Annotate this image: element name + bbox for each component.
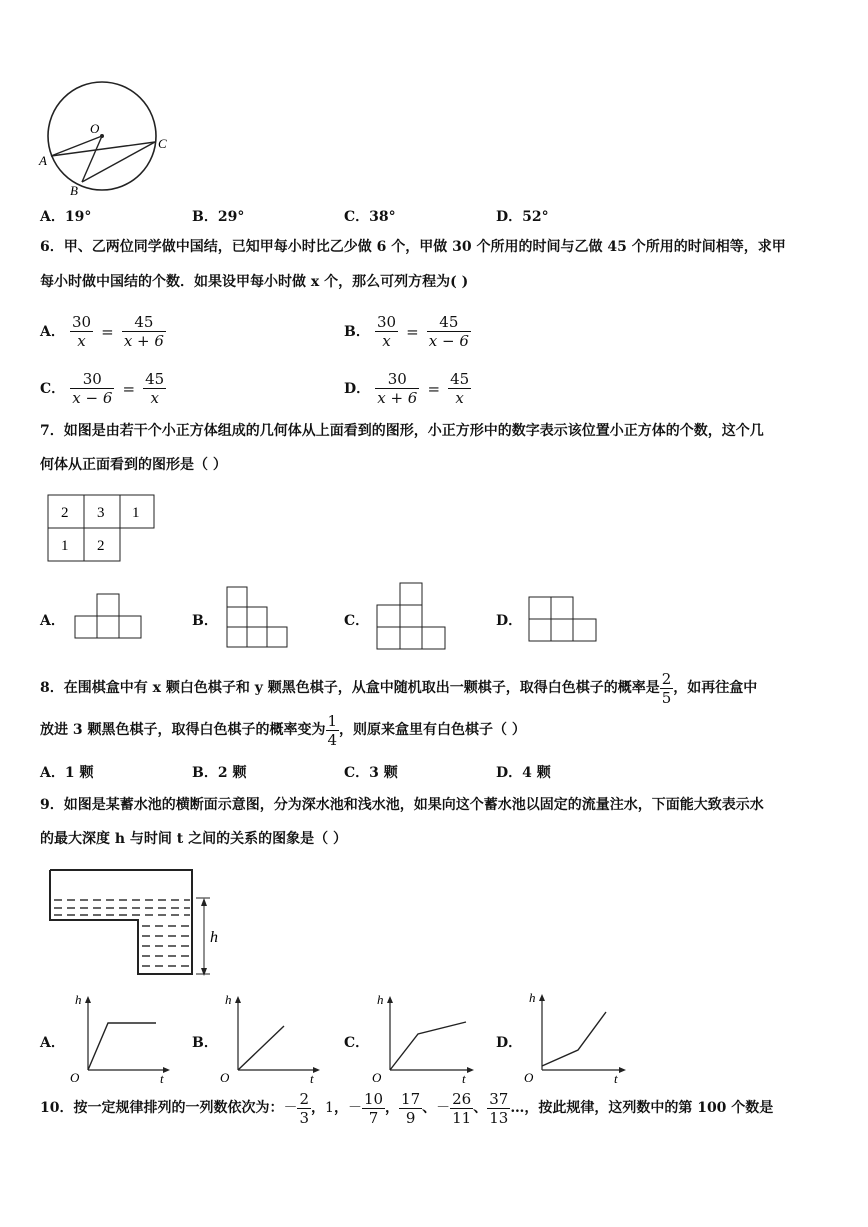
q5-option-d: D．52°: [496, 209, 549, 225]
q10-term-3: $\frac{10}{7}$: [363, 1089, 384, 1127]
q6-option-c-label: C．: [40, 381, 66, 397]
pool-outline: [50, 870, 192, 974]
grid-number: 1: [132, 505, 140, 521]
q7-option-c-figure: [376, 582, 448, 652]
q9-option-b-label: B．: [192, 1035, 218, 1051]
q10-term-6: $\frac{37}{13}$: [489, 1089, 509, 1127]
q6-a-equals: =: [101, 322, 114, 341]
q6-option-c: [40, 370, 166, 407]
label-a: A: [39, 153, 47, 168]
q6-c-left-num: 30: [70, 370, 114, 389]
q8-option-c: C．3 颗: [344, 765, 398, 781]
q8-text-2b: ，则原来盒里有白色棋子（ ）: [339, 722, 526, 738]
label-b: B: [70, 183, 78, 198]
q6-b-right-den: x − 6: [428, 332, 469, 350]
q10-term-1: $\frac{2}{3}$: [299, 1089, 310, 1127]
q6-c-right-den: x: [150, 389, 159, 407]
q6-option-a: [40, 313, 166, 350]
center-dot: [100, 134, 104, 138]
q10-line: 10．按一定规律排列的一列数依次为： － $\frac{2}{3}$ ， 1 ， － $\frac{10}{7}$ ， $\frac{17}{9}$ 、 － $\frac{26}{11}$ 、 $\frac{37}{13}$ …，按此规律，这列数中的第 100 个数是: [40, 1089, 774, 1127]
q6-text-line2: 每小时做中国结的个数．如果设甲每小时做 x 个，那么可列方程为( ): [40, 274, 469, 290]
q6-a-right-den: x + 6: [123, 332, 164, 350]
q7-text-line2: 何体从正面看到的图形是（ ）: [40, 457, 227, 473]
q6-a-left-num: 30: [71, 313, 92, 331]
q6-option-d: [344, 370, 471, 407]
q9-graph-a: [64, 990, 174, 1084]
q8-text-1a: 8．在围棋盒中有 x 颗白色棋子和 y 颗黑色棋子，从盒中随机取出一颗棋子，取得白色棋子的概率是: [40, 680, 660, 696]
svg-text:h: h: [529, 990, 536, 1005]
q6-d-left-den: x + 6: [377, 389, 418, 407]
depth-arrow-down: [201, 968, 207, 976]
grid-number: 2: [61, 505, 69, 521]
q7-option-c-label: C．: [344, 613, 370, 629]
grid-number: 3: [97, 505, 105, 521]
q8-text-2a: 放进 3 颗黑色棋子，取得白色棋子的概率变为: [40, 722, 326, 738]
q8-option-d: D．4 颗: [496, 765, 551, 781]
svg-text:O: O: [524, 1070, 534, 1084]
q8-option-a: A．1 颗: [40, 765, 94, 781]
q8-fraction-2-5: $\frac{2}{5}$: [661, 669, 672, 707]
svg-text:h: h: [225, 992, 232, 1007]
svg-text:t: t: [614, 1071, 618, 1084]
q9-graph-d: [518, 988, 634, 1084]
q6-text-line1: 6．甲、乙两位同学做中国结，已知甲每小时比乙少做 6 个，甲做 30 个所用的时间与乙做 45 个所用的时间相等，求甲: [40, 239, 786, 255]
q9-graph-c: [366, 990, 482, 1084]
svg-text:O: O: [372, 1070, 382, 1084]
q8-option-b: B．2 颗: [192, 765, 247, 781]
svg-text:O: O: [70, 1070, 80, 1084]
q7-option-d-figure: [528, 596, 600, 644]
q6-option-d-label: D．: [344, 381, 371, 397]
q6-b-left-num: 30: [376, 313, 397, 331]
q8-line1: [40, 666, 757, 710]
q6-a-left-den: x: [77, 332, 86, 350]
q9-option-d-label: D．: [496, 1035, 523, 1051]
q8-line2: [40, 708, 526, 752]
q6-d-equals: =: [427, 379, 441, 398]
q6-b-right-num: 45: [427, 313, 471, 332]
q6-c-equals: =: [122, 379, 136, 398]
label-c: C: [158, 136, 167, 151]
q10-lead: 10．按一定规律排列的一列数依次为：: [40, 1100, 284, 1116]
graph-d-curve: [542, 1012, 606, 1066]
q6-d-right-den: x: [455, 389, 464, 407]
svg-text:h: h: [377, 992, 384, 1007]
q5-option-a: A．19°: [40, 209, 92, 225]
q10-term-4: $\frac{17}{9}$: [401, 1089, 421, 1127]
q9-text-line2: 的最大深度 h 与时间 t 之间的关系的图象是（ ）: [40, 831, 348, 847]
q5-option-c: C．38°: [344, 209, 396, 225]
grid-number: 1: [61, 538, 69, 554]
q6-b-equals: =: [406, 322, 419, 341]
q6-b-left-den: x: [382, 332, 391, 350]
q9-option-c-label: C．: [344, 1035, 370, 1051]
svg-text:t: t: [310, 1071, 314, 1084]
q6-d-left-num: 30: [375, 370, 419, 389]
segment-ac: [51, 142, 155, 156]
q7-option-d-label: D．: [496, 613, 523, 629]
graph-a-curve: [88, 1023, 156, 1070]
label-o: O: [90, 121, 100, 136]
q7-option-b-figure: [226, 586, 292, 650]
q10-term-5: $\frac{26}{11}$: [452, 1089, 472, 1127]
q7-option-a-figure: [74, 592, 144, 640]
q6-d-right-num: 45: [450, 370, 470, 388]
svg-text:t: t: [160, 1071, 164, 1084]
segment-bc: [82, 142, 155, 182]
graph-b-curve: [238, 1026, 284, 1070]
depth-arrow-up: [201, 898, 207, 906]
q9-pool-cross-section: [44, 864, 234, 982]
q6-option-b-label: B．: [344, 324, 370, 340]
q5-circle-figure: [38, 78, 178, 200]
q7-option-a-label: A．: [40, 613, 65, 629]
q7-text-line1: 7．如图是由若干个小正方体组成的几何体从上面看到的图形，小正方形中的数字表示该位置小正方体的个数，这个几: [40, 423, 764, 439]
q8-text-1b: ，如再往盒中: [673, 680, 758, 696]
depth-label-h: h: [210, 929, 218, 946]
q10-tail: …，按此规律，这列数中的第 100 个数是: [510, 1100, 774, 1116]
q10-term-2: 1: [325, 1100, 334, 1116]
svg-text:t: t: [462, 1071, 466, 1084]
q8-fraction-1-4: $\frac{1}{4}$: [327, 711, 338, 749]
q6-a-right-num: 45: [122, 313, 166, 332]
q6-option-b: [344, 313, 471, 350]
q6-c-right-num: 45: [145, 370, 165, 388]
q7-top-view-grid: [44, 488, 156, 564]
svg-text:O: O: [220, 1070, 230, 1084]
q7-option-b-label: B．: [192, 613, 218, 629]
q9-text-line1: 9．如图是某蓄水池的横断面示意图，分为深水池和浅水池，如果向这个蓄水池以固定的流量注水，下面能大致表示水: [40, 797, 764, 813]
q9-option-a-label: A．: [40, 1035, 65, 1051]
q5-option-b: B．29°: [192, 209, 245, 225]
q6-option-a-label: A．: [40, 324, 65, 340]
grid-number: 2: [97, 538, 105, 554]
graph-c-curve: [390, 1022, 466, 1070]
q9-graph-b: [216, 990, 326, 1084]
water-dashes: [54, 900, 190, 966]
q6-c-left-den: x − 6: [72, 389, 113, 407]
svg-text:h: h: [75, 992, 82, 1007]
